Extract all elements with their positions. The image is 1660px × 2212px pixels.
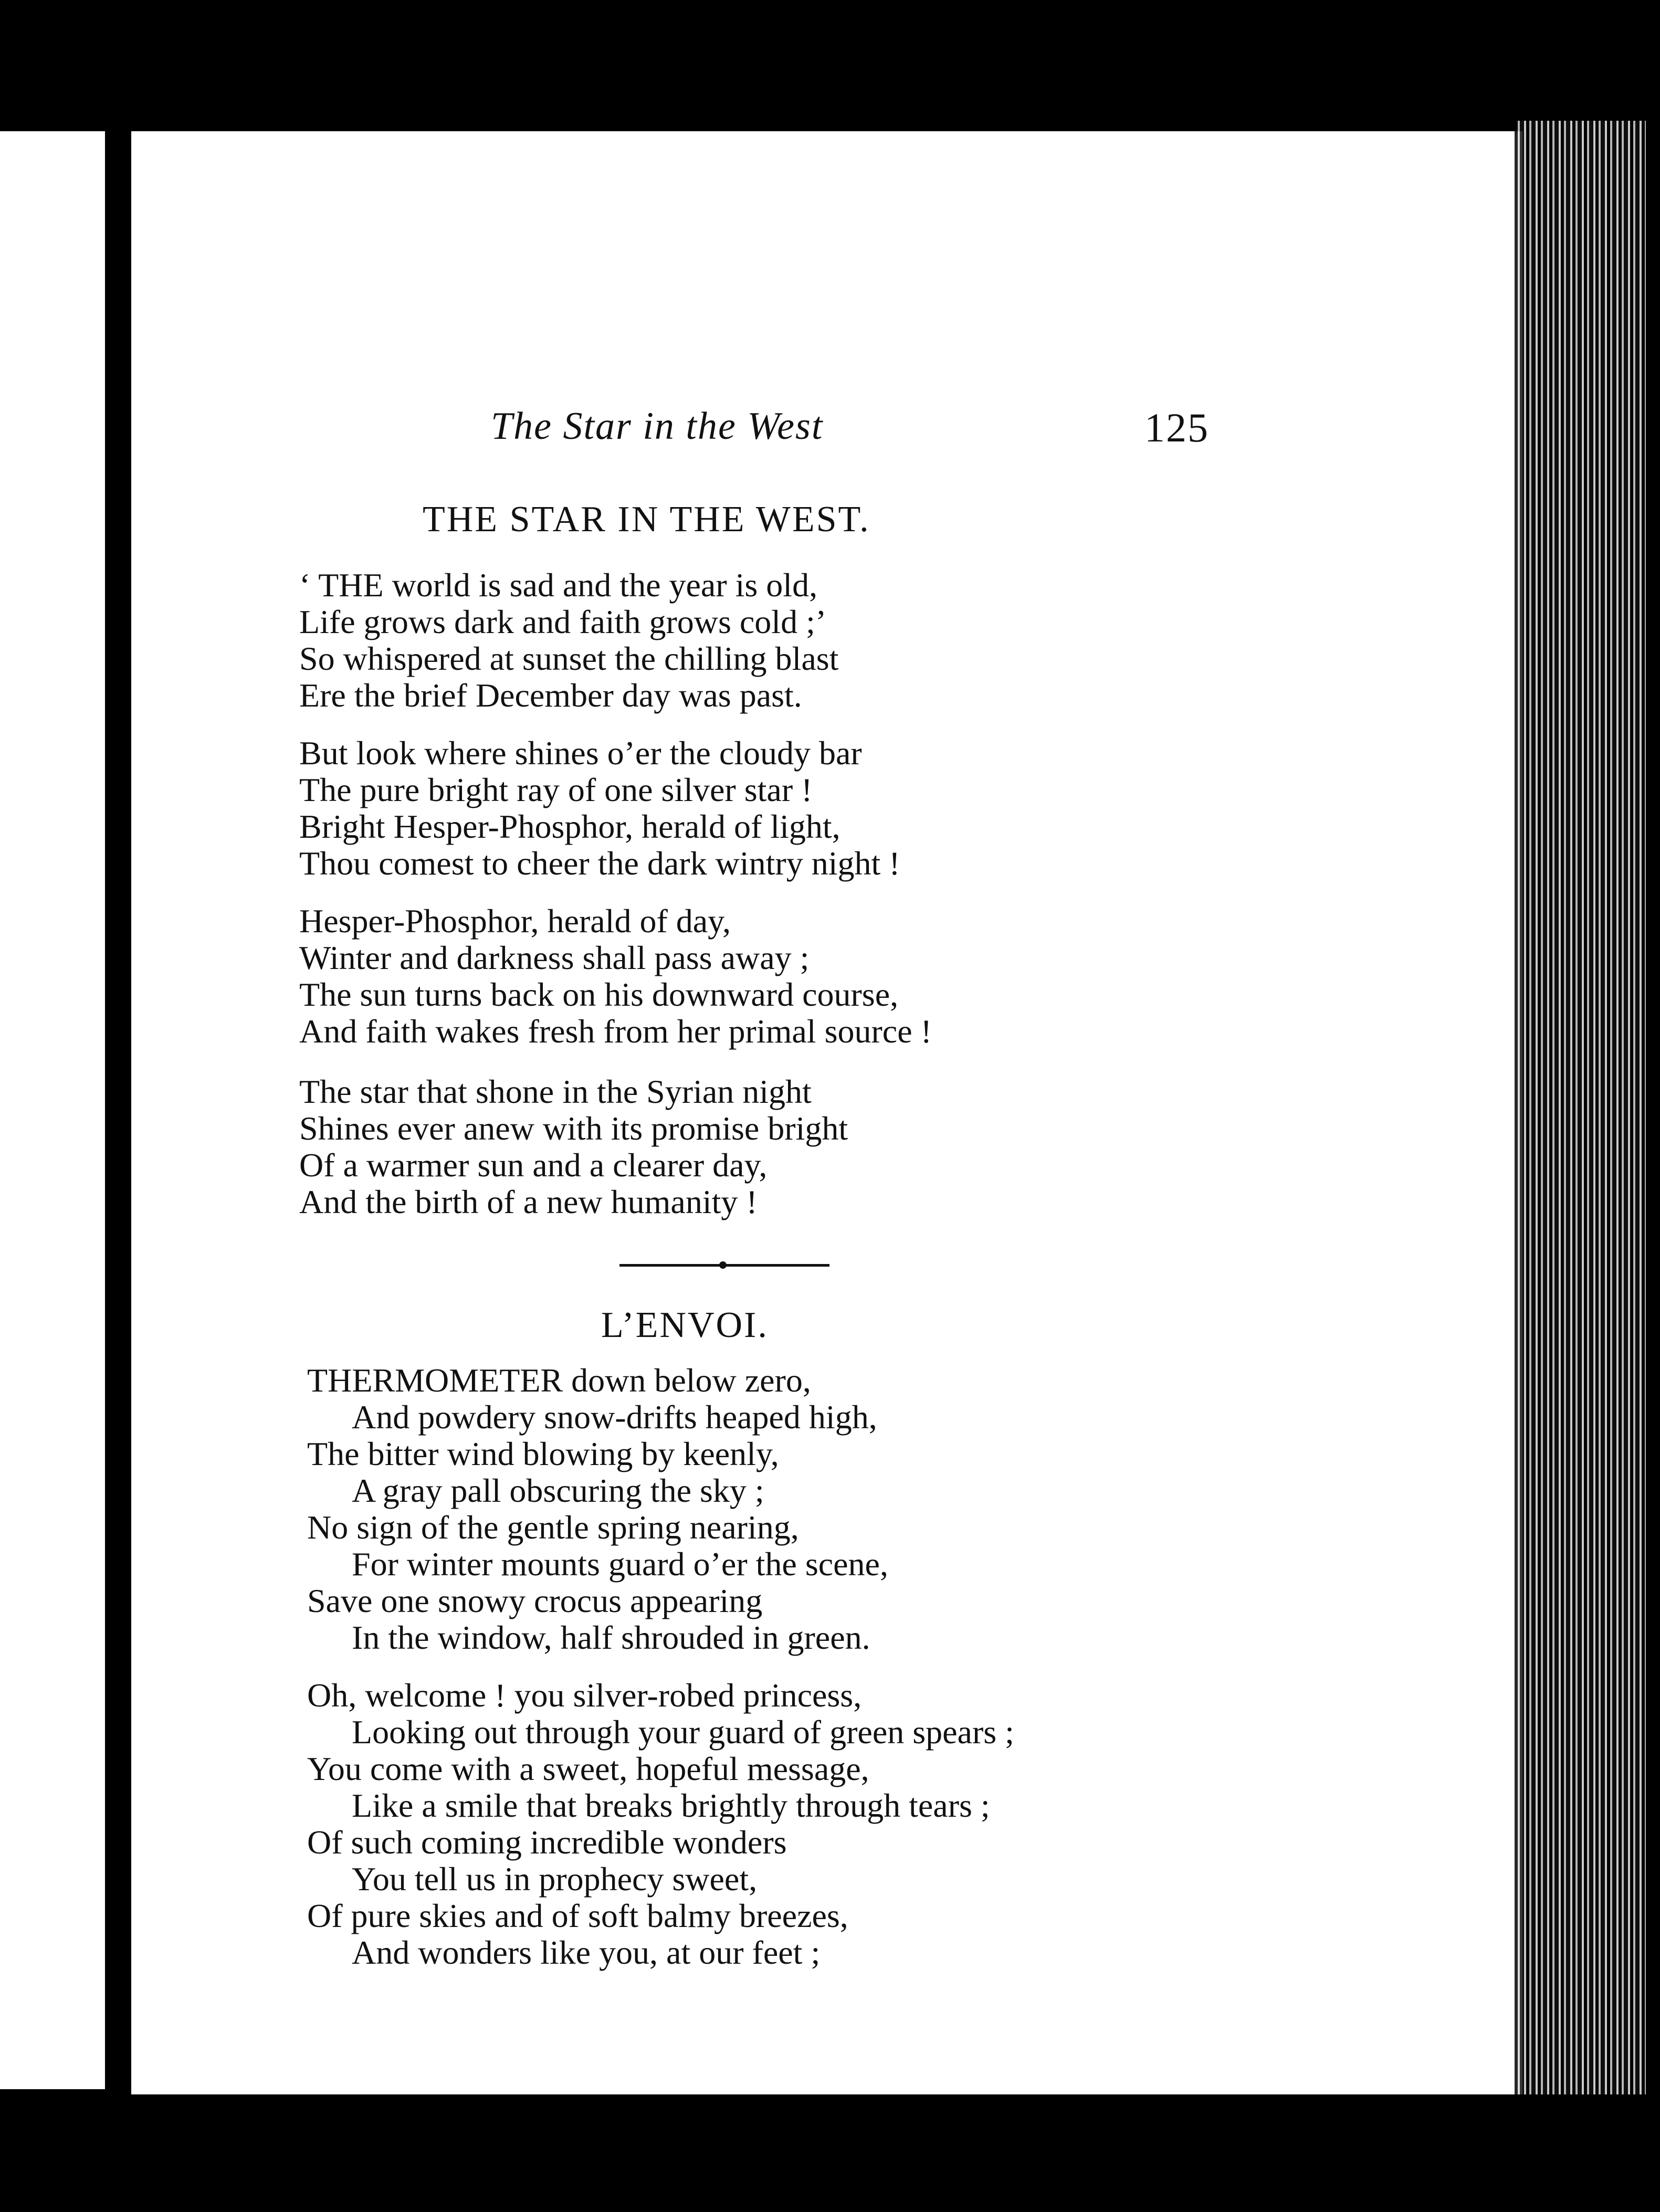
poem-title-star-in-the-west: THE STAR IN THE WEST. [423, 499, 870, 540]
poem-line: Bright Hesper-Phosphor, herald of light, [299, 808, 840, 845]
poem-line: You come with a sweet, hopeful message, [307, 1750, 869, 1787]
poem-line: Of a warmer sun and a clearer day, [299, 1146, 768, 1184]
poem-line: A gray pall obscuring the sky ; [352, 1472, 764, 1509]
poem-line: But look where shines o’er the cloudy bar [299, 734, 862, 772]
poem-line: And wonders like you, at our feet ; [352, 1934, 821, 1971]
poem-line: Of pure skies and of soft balmy breezes, [307, 1897, 848, 1934]
poem1-stanza-4 [299, 1073, 848, 1220]
poem-line: Ere the brief December day was past. [299, 677, 802, 714]
running-title: The Star in the West [491, 405, 824, 448]
poem-line: For winter mounts guard o’er the scene, [352, 1545, 888, 1583]
page-fore-edge [1515, 121, 1646, 2094]
poem-line: The bitter wind blowing by keenly, [307, 1435, 779, 1472]
poem1-stanza-2 [299, 735, 900, 882]
poem2-stanza-1 [307, 1362, 888, 1656]
poem-line: The star that shone in the Syrian night [299, 1073, 812, 1110]
poem-line: No sign of the gentle spring nearing, [307, 1509, 799, 1546]
poem-line: Shines ever anew with its promise bright [299, 1110, 848, 1147]
section-divider [619, 1260, 829, 1270]
poem1-stanza-1 [299, 567, 838, 714]
page-number: 125 [1144, 405, 1209, 450]
book-page [131, 131, 1522, 2094]
poem-line: ‘ THE world is sad and the year is old, [299, 566, 818, 604]
poem-line: And faith wakes fresh from her primal source ! [299, 1013, 932, 1050]
poem-line: Winter and darkness shall pass away ; [299, 939, 810, 976]
facing-page-edge [0, 131, 105, 2089]
poem-line: The sun turns back on his downward course, [299, 976, 899, 1013]
poem-line: Save one snowy crocus appearing [307, 1582, 763, 1619]
poem-line: And powdery snow-drifts heaped high, [352, 1398, 877, 1436]
poem-line: The pure bright ray of one silver star ! [299, 771, 813, 808]
poem-line: Life grows dark and faith grows cold ;’ [299, 603, 827, 640]
poem-line: So whispered at sunset the chilling blast [299, 640, 839, 677]
poem2-stanza-2 [307, 1677, 1014, 1971]
poem-line: Looking out through your guard of green spears ; [352, 1713, 1014, 1751]
poem-line: In the window, half shrouded in green. [352, 1619, 870, 1656]
poem-line: And the birth of a new humanity ! [299, 1183, 758, 1220]
divider-dot [719, 1261, 727, 1269]
poem-line: Thou comest to cheer the dark wintry night ! [299, 845, 900, 882]
poem-line: THERMOMETER down below zero, [307, 1362, 811, 1399]
poem-line: You tell us in prophecy sweet, [352, 1860, 758, 1898]
page-header [131, 404, 1522, 451]
poem1-stanza-3 [299, 903, 932, 1050]
poem-line: Oh, welcome ! you silver-robed princess, [307, 1677, 862, 1714]
poem-title-lenvoi: L’ENVOI. [601, 1305, 769, 1345]
poem-line: Of such coming incredible wonders [307, 1824, 787, 1861]
poem-line: Like a smile that breaks brightly through tears ; [352, 1787, 990, 1824]
poem-line: Hesper-Phosphor, herald of day, [299, 902, 731, 940]
